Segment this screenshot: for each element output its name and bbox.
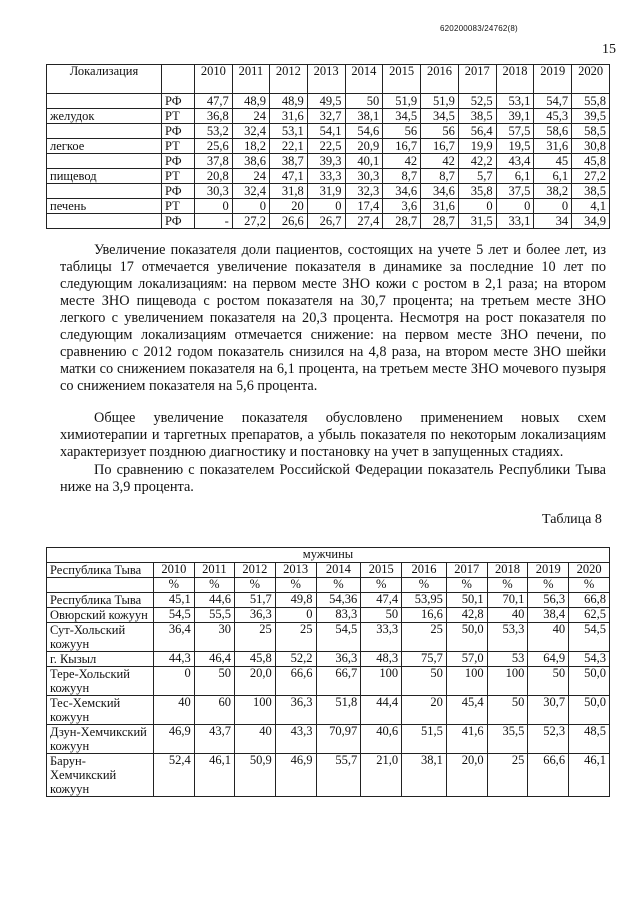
table-caption: Таблица 8 — [542, 512, 602, 527]
table-cell: 34,6 — [421, 184, 459, 199]
table-cell: 40 — [487, 608, 528, 623]
table-cell: 28,7 — [421, 214, 459, 229]
table-cell: 38,4 — [528, 608, 569, 623]
table-cell: 54,5 — [154, 608, 195, 623]
table-cell: 50,0 — [446, 623, 487, 652]
table-cell: 50 — [194, 667, 234, 696]
table-cell: 66,6 — [528, 754, 569, 797]
table-cell: Сут-Хольский кожуун — [47, 623, 154, 652]
table-cell: печень — [47, 199, 162, 214]
unit-cell: % — [154, 578, 195, 593]
table-header-row — [47, 563, 610, 578]
table-cell: 47,7 — [195, 94, 233, 109]
table-cell: 31,6 — [421, 199, 459, 214]
table-cell: 0 — [307, 199, 345, 214]
table-cell: 35,8 — [458, 184, 496, 199]
table-cell: 52,4 — [154, 754, 195, 797]
table-cell: 38,5 — [572, 184, 610, 199]
table-cell: 0 — [458, 199, 496, 214]
header-cell: 2019 — [528, 563, 569, 578]
header-cell: 2019 — [534, 65, 572, 94]
table-row — [47, 184, 610, 199]
table-cell: 30,3 — [345, 169, 383, 184]
table-cell: 55,7 — [316, 754, 361, 797]
table-cell: 48,5 — [569, 725, 610, 754]
table-cell: 31,6 — [534, 139, 572, 154]
table-cell: 0 — [232, 199, 269, 214]
table-cell: 50,1 — [446, 593, 487, 608]
table-cell: 36,8 — [195, 109, 233, 124]
table-row — [47, 754, 610, 797]
table-cell: Тере-Хольский кожуун — [47, 667, 154, 696]
header-cell: 2017 — [458, 65, 496, 94]
table-cell: 4,1 — [572, 199, 610, 214]
table-cell: 0 — [496, 199, 534, 214]
table-cell: 38,7 — [270, 154, 308, 169]
table-cell: 18,2 — [232, 139, 269, 154]
table-cell: 54,7 — [534, 94, 572, 109]
table-cell: 30,8 — [572, 139, 610, 154]
table-cell: 53 — [487, 652, 528, 667]
table-cell: 51,9 — [421, 94, 459, 109]
table-row — [47, 214, 610, 229]
table-cell: 0 — [275, 608, 316, 623]
header-cell: 2020 — [572, 65, 610, 94]
table-cell — [47, 94, 162, 109]
unit-cell: % — [487, 578, 528, 593]
header-cell: 2012 — [234, 563, 275, 578]
table-cell: 31,6 — [270, 109, 308, 124]
table-cell: 40 — [154, 696, 195, 725]
group-header-cell: мужчины — [47, 548, 610, 563]
table-row — [47, 109, 610, 124]
table-cell: 40 — [234, 725, 275, 754]
group-header-row — [47, 548, 610, 563]
table-cell: 30 — [194, 623, 234, 652]
unit-cell: % — [528, 578, 569, 593]
table-cell: - — [195, 214, 233, 229]
table-cell: 55,5 — [194, 608, 234, 623]
table-cell: 54,5 — [316, 623, 361, 652]
header-cell: 2015 — [361, 563, 402, 578]
table-cell: 40,6 — [361, 725, 402, 754]
table-cell: г. Кызыл — [47, 652, 154, 667]
table-cell: РТ — [162, 199, 195, 214]
table-row — [47, 169, 610, 184]
table-cell: 22,1 — [270, 139, 308, 154]
table-cell: 22,5 — [307, 139, 345, 154]
table-cell: 19,9 — [458, 139, 496, 154]
table-cell: 32,4 — [232, 184, 269, 199]
header-cell: 2011 — [194, 563, 234, 578]
table-cell: легкое — [47, 139, 162, 154]
table-cell: 45,3 — [534, 109, 572, 124]
header-cell: 2018 — [496, 65, 534, 94]
table-cell: 25 — [402, 623, 447, 652]
table-cell: 52,5 — [458, 94, 496, 109]
table-cell: 48,9 — [270, 94, 308, 109]
table-cell: РФ — [162, 214, 195, 229]
header-cell: 2015 — [383, 65, 421, 94]
header-cell: 2013 — [275, 563, 316, 578]
table-cell: 33,1 — [496, 214, 534, 229]
table-cell: 25 — [275, 623, 316, 652]
table-cell: 31,5 — [458, 214, 496, 229]
header-cell: 2010 — [195, 65, 233, 94]
table-cell: 39,5 — [572, 109, 610, 124]
table-cell: 16,7 — [421, 139, 459, 154]
table-cell: 32,7 — [307, 109, 345, 124]
table-cell: 33,3 — [361, 623, 402, 652]
table-cell: 0 — [195, 199, 233, 214]
table-cell: 100 — [487, 667, 528, 696]
table-cell — [47, 154, 162, 169]
table-cell: 54,1 — [307, 124, 345, 139]
table-cell: 17,4 — [345, 199, 383, 214]
table-cell: 31,9 — [307, 184, 345, 199]
table-cell: 56 — [383, 124, 421, 139]
table-cell: 34,5 — [421, 109, 459, 124]
table-cell: 20,0 — [446, 754, 487, 797]
table-cell: 26,6 — [270, 214, 308, 229]
table-cell: 8,7 — [383, 169, 421, 184]
table-cell: 66,8 — [569, 593, 610, 608]
table-cell: 57,0 — [446, 652, 487, 667]
table-cell: 26,7 — [307, 214, 345, 229]
header-cell: 2010 — [154, 563, 195, 578]
table-cell: 70,97 — [316, 725, 361, 754]
table-cell: 50,0 — [569, 696, 610, 725]
paragraph-2: Общее увеличение показателя обусловлено применением новых схем химиотерапии и таргетных препаратов, а убыль показателя по некоторым локализациям характеризует позднюю диагностику и постановку на учет в запущенных стадиях. — [60, 410, 606, 460]
table-cell: 54,3 — [569, 652, 610, 667]
table-cell: 27,2 — [572, 169, 610, 184]
table-cell: 30,7 — [528, 696, 569, 725]
table-cell: 8,7 — [421, 169, 459, 184]
table-cell: 28,7 — [383, 214, 421, 229]
table-cell: 51,5 — [402, 725, 447, 754]
table-cell: 21,0 — [361, 754, 402, 797]
table-cell: 20 — [402, 696, 447, 725]
table-cell: 48,9 — [232, 94, 269, 109]
table-cell: 50,0 — [569, 667, 610, 696]
table-cell: РТ — [162, 139, 195, 154]
table-cell: 27,4 — [345, 214, 383, 229]
table-cell: 75,7 — [402, 652, 447, 667]
table-cell: 38,1 — [402, 754, 447, 797]
table-cell: 0 — [534, 199, 572, 214]
paragraph-1: Увеличение показателя доли пациентов, состоящих на учете 5 лет и более лет, из таблицы 17 отмечается увеличение показателя в динамике за последние 10 лет по следующим локализациям: на первом месте ЗНО кожи с ростом в 2,1 раза; на втором месте ЗНО пищевода с ростом показателя на 30,7 процента; на третьем месте ЗНО легкого с увеличением показателя на 20,3 процента. Несмотря на рост показателя по следующим локализациям отмечается снижение: на первом месте ЗНО печени, по сравнению с 2012 годом показатель снизился на 4,8 раза, на втором месте ЗНО шейки матки со снижением показателя на 6,1 процента, на третьем месте ЗНО мочевого пузыря со снижением показателя на 5,6 процента. — [60, 242, 606, 394]
table-cell: 3,6 — [383, 199, 421, 214]
men-table — [46, 547, 610, 797]
table-cell: 64,9 — [528, 652, 569, 667]
table-cell: 42,2 — [458, 154, 496, 169]
table-cell: 47,4 — [361, 593, 402, 608]
table-cell: 43,7 — [194, 725, 234, 754]
table-cell: 50 — [487, 696, 528, 725]
table-cell: 20 — [270, 199, 308, 214]
table-cell: 42 — [383, 154, 421, 169]
table-cell: 34 — [534, 214, 572, 229]
table-cell: 62,5 — [569, 608, 610, 623]
table-cell: 55,8 — [572, 94, 610, 109]
table-cell: 51,7 — [234, 593, 275, 608]
table-cell: 37,5 — [496, 184, 534, 199]
table-cell — [47, 214, 162, 229]
table-cell: 53,2 — [195, 124, 233, 139]
table-cell: 25 — [487, 754, 528, 797]
table-cell: 36,3 — [275, 696, 316, 725]
table-cell: 54,36 — [316, 593, 361, 608]
units-row — [47, 578, 610, 593]
table-cell: 38,6 — [232, 154, 269, 169]
table-cell: 46,9 — [154, 725, 195, 754]
table-cell: 34,9 — [572, 214, 610, 229]
table-cell: 45,8 — [572, 154, 610, 169]
table-cell: 52,2 — [275, 652, 316, 667]
table-cell: 38,5 — [458, 109, 496, 124]
table-cell: 20,9 — [345, 139, 383, 154]
table-cell: 100 — [361, 667, 402, 696]
table-cell: Дзун-Хемчикский кожуун — [47, 725, 154, 754]
header-cell: Локализация — [47, 65, 162, 94]
table-cell: 50 — [345, 94, 383, 109]
table-cell: 51,8 — [316, 696, 361, 725]
table-cell: 42 — [421, 154, 459, 169]
table-cell: 6,1 — [534, 169, 572, 184]
table-cell: 16,6 — [402, 608, 447, 623]
table-cell: 53,95 — [402, 593, 447, 608]
table-cell: Овюрский кожуун — [47, 608, 154, 623]
unit-cell: % — [234, 578, 275, 593]
table-cell: 16,7 — [383, 139, 421, 154]
table-cell: 53,1 — [270, 124, 308, 139]
table-cell: 48,3 — [361, 652, 402, 667]
header-cell: 2017 — [446, 563, 487, 578]
table-cell: 49,8 — [275, 593, 316, 608]
unit-cell: % — [361, 578, 402, 593]
table-cell: 56,3 — [528, 593, 569, 608]
table-cell: 32,4 — [232, 124, 269, 139]
unit-cell: % — [569, 578, 610, 593]
table-cell: 56,4 — [458, 124, 496, 139]
header-cell: 2014 — [316, 563, 361, 578]
table-cell: 66,7 — [316, 667, 361, 696]
table-cell: 50,9 — [234, 754, 275, 797]
table-cell: РФ — [162, 154, 195, 169]
table-cell: 43,4 — [496, 154, 534, 169]
table-cell: 19,5 — [496, 139, 534, 154]
table-cell: 36,3 — [316, 652, 361, 667]
table-cell: 20,0 — [234, 667, 275, 696]
localization-table — [46, 64, 610, 229]
table-cell: РФ — [162, 94, 195, 109]
table-row — [47, 154, 610, 169]
table-cell: 25 — [234, 623, 275, 652]
table-row — [47, 94, 610, 109]
table-cell: 34,6 — [383, 184, 421, 199]
table-cell: 56 — [421, 124, 459, 139]
table-cell: 24 — [232, 109, 269, 124]
table-cell: 46,1 — [569, 754, 610, 797]
table-cell: пищевод — [47, 169, 162, 184]
table-cell: 0 — [154, 667, 195, 696]
header-cell — [162, 65, 195, 94]
table-cell: 50 — [361, 608, 402, 623]
table-cell: 83,3 — [316, 608, 361, 623]
table-cell: 47,1 — [270, 169, 308, 184]
table-header-row — [47, 65, 610, 94]
table-cell: 57,5 — [496, 124, 534, 139]
unit-cell — [47, 578, 154, 593]
table-row — [47, 139, 610, 154]
table-cell: 5,7 — [458, 169, 496, 184]
table-cell: 46,9 — [275, 754, 316, 797]
table-cell: 44,4 — [361, 696, 402, 725]
table-cell: 58,5 — [572, 124, 610, 139]
table-cell: желудок — [47, 109, 162, 124]
table-cell: 27,2 — [232, 214, 269, 229]
table-cell: 100 — [446, 667, 487, 696]
table-cell: 45,8 — [234, 652, 275, 667]
table-cell: 46,4 — [194, 652, 234, 667]
table-cell: 44,3 — [154, 652, 195, 667]
header-cell: 2016 — [421, 65, 459, 94]
table-cell: 49,5 — [307, 94, 345, 109]
table-cell: 52,3 — [528, 725, 569, 754]
table-cell: 50 — [528, 667, 569, 696]
table-cell: РФ — [162, 124, 195, 139]
header-cell: Республика Тыва — [47, 563, 154, 578]
table-cell: 40,1 — [345, 154, 383, 169]
table-cell: РФ — [162, 184, 195, 199]
table-cell: 24 — [232, 169, 269, 184]
table-cell: 25,6 — [195, 139, 233, 154]
unit-cell: % — [316, 578, 361, 593]
table-cell: 20,8 — [195, 169, 233, 184]
table-cell: 39,1 — [496, 109, 534, 124]
table-cell: 53,1 — [496, 94, 534, 109]
table-cell: РТ — [162, 109, 195, 124]
table-cell — [47, 184, 162, 199]
unit-cell: % — [446, 578, 487, 593]
table-cell: 66,6 — [275, 667, 316, 696]
unit-cell: % — [275, 578, 316, 593]
header-cell: 2016 — [402, 563, 447, 578]
unit-cell: % — [402, 578, 447, 593]
table-cell: 42,8 — [446, 608, 487, 623]
table-cell: 39,3 — [307, 154, 345, 169]
table-cell: 31,8 — [270, 184, 308, 199]
table-cell: 38,2 — [534, 184, 572, 199]
table-cell: 45 — [534, 154, 572, 169]
table-cell: 58,6 — [534, 124, 572, 139]
table-cell: 36,4 — [154, 623, 195, 652]
header-cell: 2013 — [307, 65, 345, 94]
table-cell: 40 — [528, 623, 569, 652]
header-cell: 2020 — [569, 563, 610, 578]
table-row — [47, 124, 610, 139]
table-cell: 41,6 — [446, 725, 487, 754]
table-cell: 37,8 — [195, 154, 233, 169]
table-cell: 34,5 — [383, 109, 421, 124]
table-cell: 54,6 — [345, 124, 383, 139]
table-row — [47, 667, 610, 696]
table-row — [47, 608, 610, 623]
header-cell: 2018 — [487, 563, 528, 578]
header-cell: 2014 — [345, 65, 383, 94]
table-cell: 32,3 — [345, 184, 383, 199]
table-cell: 100 — [234, 696, 275, 725]
table-cell: 6,1 — [496, 169, 534, 184]
table-row — [47, 725, 610, 754]
table-cell — [47, 124, 162, 139]
table-cell: 60 — [194, 696, 234, 725]
page-number: 15 — [602, 42, 616, 57]
paragraph-3: По сравнению с показателем Российской Федерации показатель Республики Тыва ниже на 3,9 процента. — [60, 462, 606, 495]
table-cell: 30,3 — [195, 184, 233, 199]
document-id: 620200083/24762(8) — [440, 24, 518, 33]
table-cell: 36,3 — [234, 608, 275, 623]
table-cell: Республика Тыва — [47, 593, 154, 608]
table-row — [47, 696, 610, 725]
table-row — [47, 652, 610, 667]
table-cell: 33,3 — [307, 169, 345, 184]
table-row — [47, 623, 610, 652]
table-cell: 46,1 — [194, 754, 234, 797]
table-cell: Тес-Хемский кожуун — [47, 696, 154, 725]
header-cell: 2011 — [232, 65, 269, 94]
table-cell: 44,6 — [194, 593, 234, 608]
table-cell: 45,4 — [446, 696, 487, 725]
table-cell: Барун-Хемчикский кожуун — [47, 754, 154, 797]
table-cell: 53,3 — [487, 623, 528, 652]
table-cell: 43,3 — [275, 725, 316, 754]
table-cell: 51,9 — [383, 94, 421, 109]
table-cell: 45,1 — [154, 593, 195, 608]
table-cell: 70,1 — [487, 593, 528, 608]
table-row — [47, 199, 610, 214]
table-cell: 54,5 — [569, 623, 610, 652]
table-row — [47, 593, 610, 608]
table-cell: РТ — [162, 169, 195, 184]
unit-cell: % — [194, 578, 234, 593]
header-cell: 2012 — [270, 65, 308, 94]
table-cell: 35,5 — [487, 725, 528, 754]
table-cell: 50 — [402, 667, 447, 696]
table-cell: 38,1 — [345, 109, 383, 124]
